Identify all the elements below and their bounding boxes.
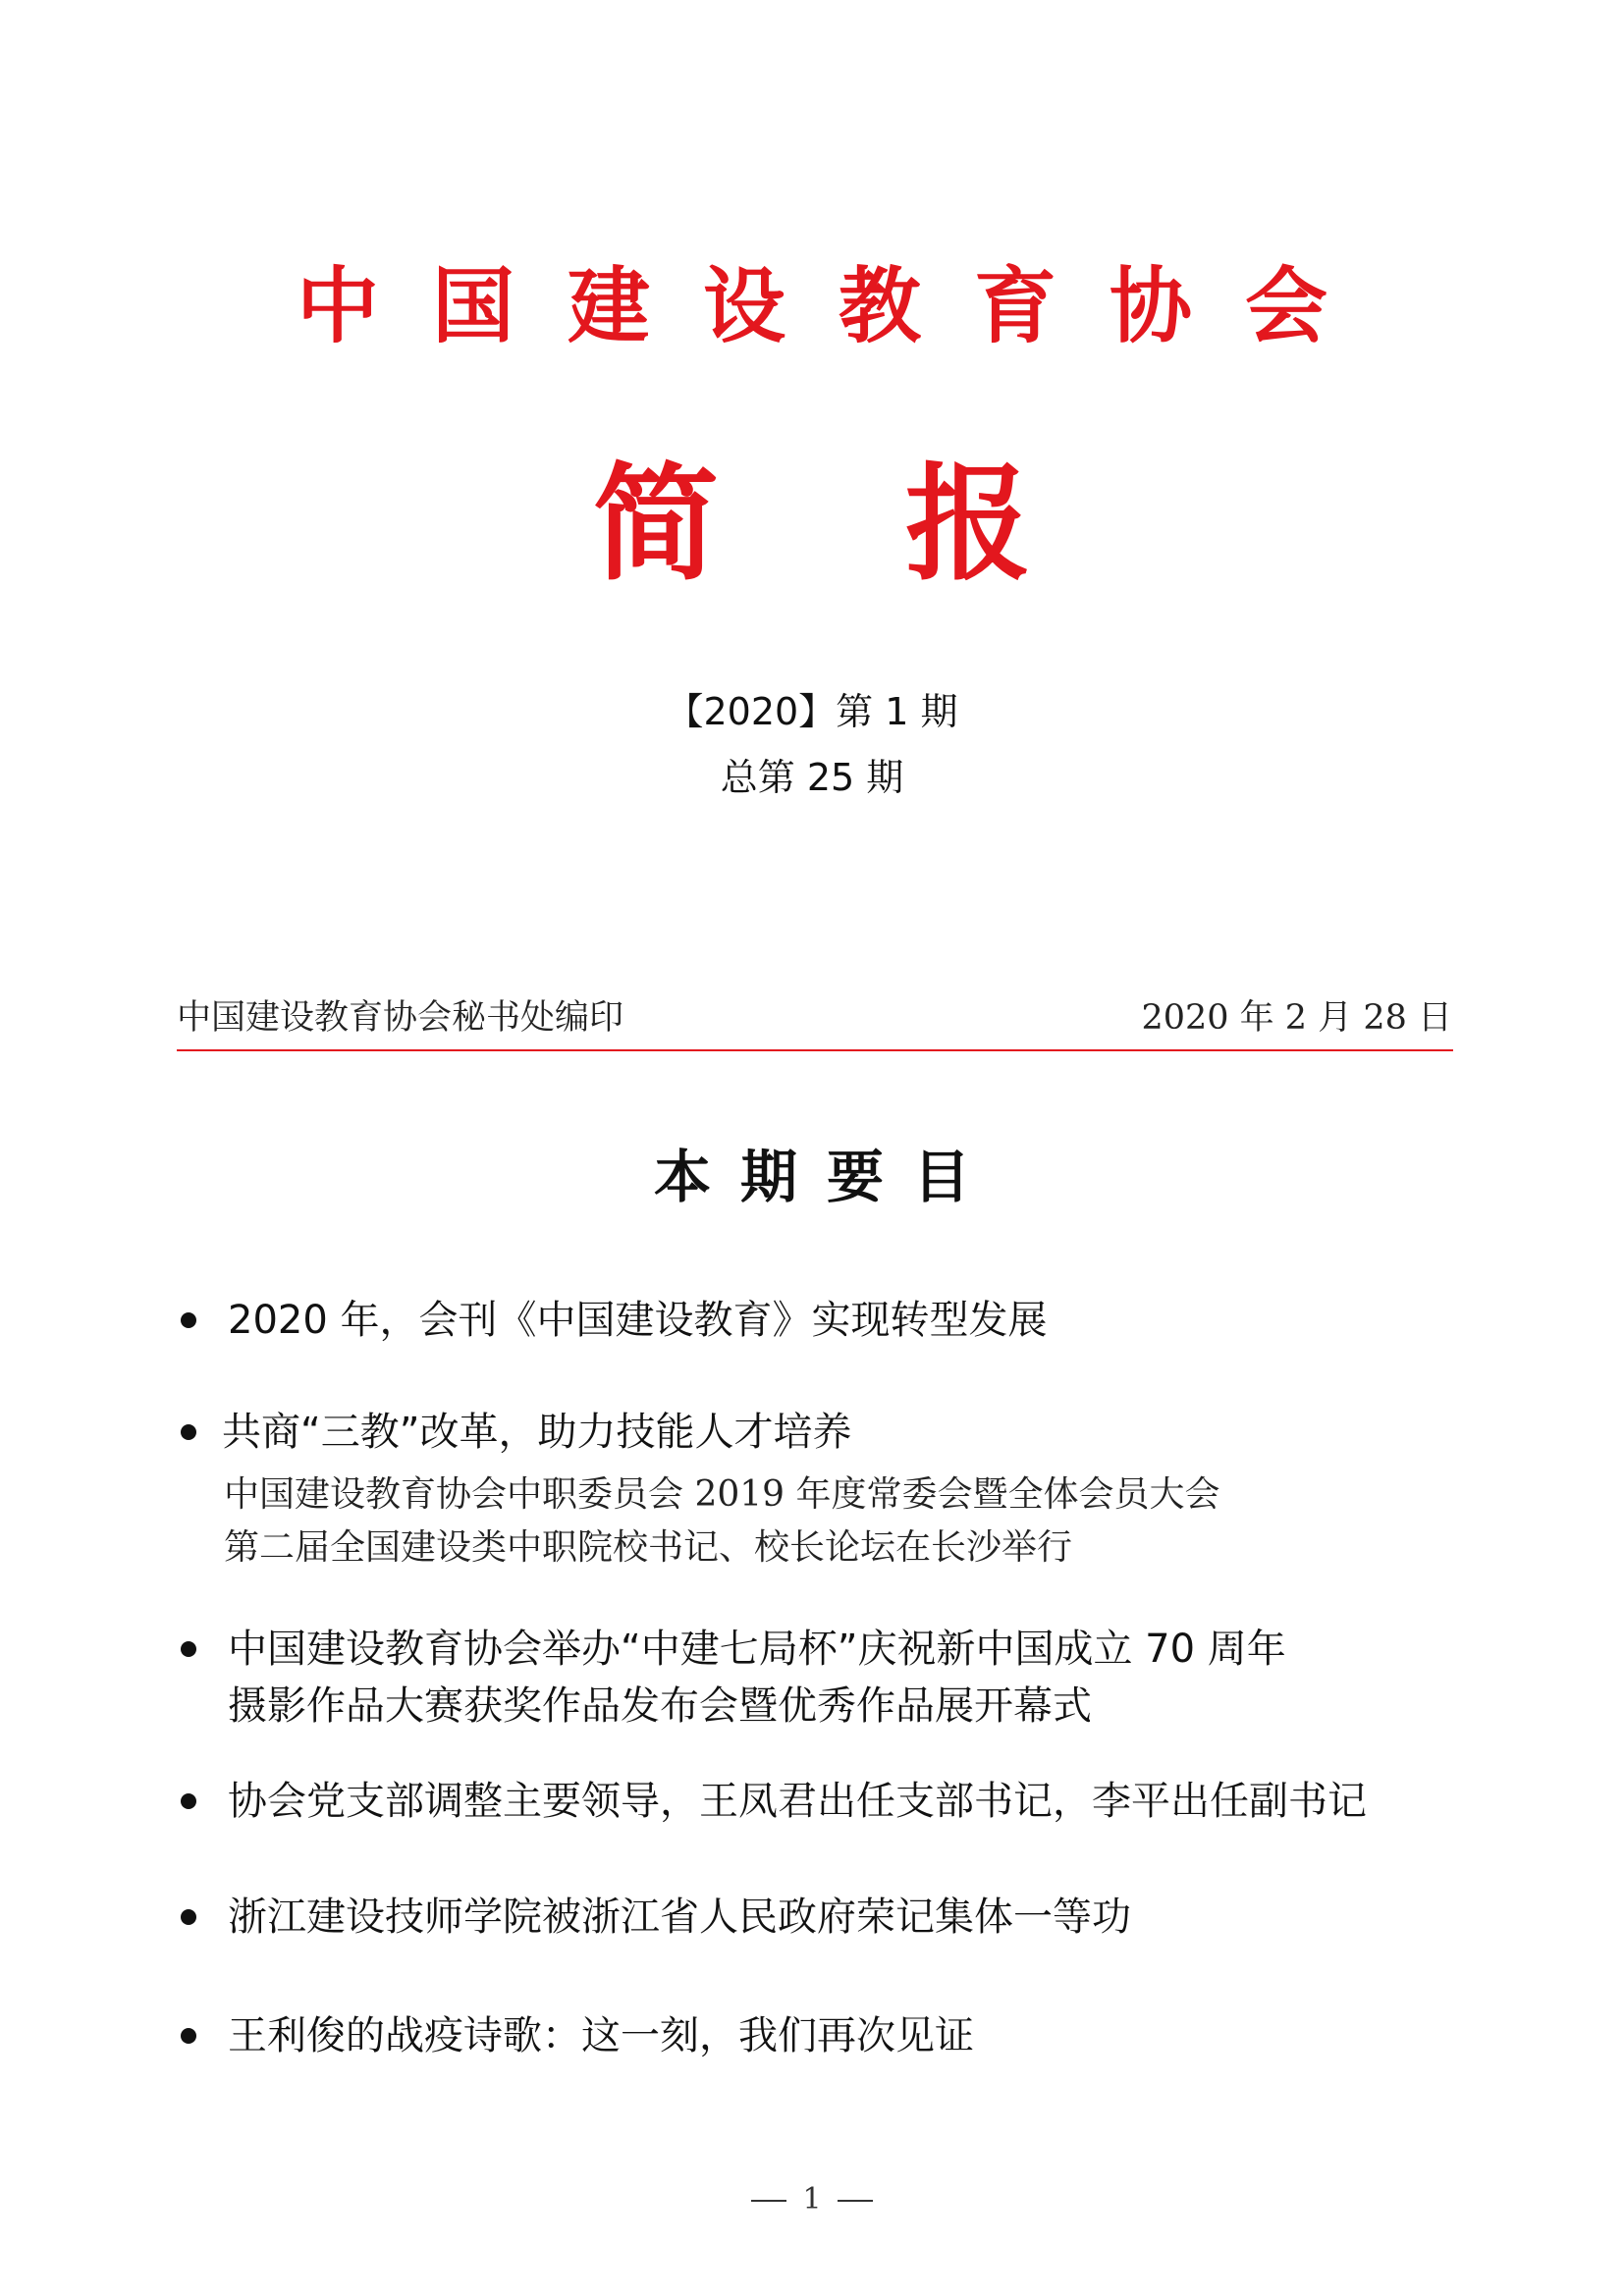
publisher: 中国建设教育协会秘书处编印 — [177, 998, 624, 1038]
toc-item[interactable] — [177, 1891, 1473, 1944]
red-divider — [177, 1049, 1453, 1051]
bullet-icon — [181, 2028, 196, 2044]
toc-item-title: 王利俊的战疫诗歌：这一刻，我们再次见证 — [228, 2013, 974, 2058]
toc-item[interactable] — [177, 1294, 1473, 1347]
toc-item[interactable] — [177, 2009, 1473, 2062]
toc-item-title: 浙江建设技师学院被浙江省人民政府荣记集体一等功 — [228, 1895, 1131, 1940]
organization-title: 中国建设教育协会 — [296, 257, 1380, 354]
dash-right — [838, 2200, 873, 2202]
toc-item-subtitle: 中国建设教育协会中职委员会 2019 年度常委会暨全体会员大会 — [224, 1474, 1220, 1515]
toc-item-title-continued: 摄影作品大赛获奖作品发布会暨优秀作品展开幕式 — [228, 1683, 1092, 1729]
toc-heading: 本期要目 — [653, 1144, 1000, 1210]
toc-item[interactable] — [177, 1775, 1473, 1828]
toc-item-title: 中国建设教育协会举办“中建七局杯”庆祝新中国成立 70 周年 — [228, 1627, 1286, 1672]
bullet-icon — [181, 1312, 196, 1328]
bullet-icon — [181, 1793, 196, 1809]
toc-item[interactable] — [177, 1623, 1473, 1733]
page-number: 1 — [802, 2182, 822, 2216]
toc-item-title: 共商“三教”改革，助力技能人才培养 — [222, 1410, 852, 1455]
dash-left — [751, 2200, 786, 2202]
toc-item-subtitle: 第二届全国建设类中职院校书记、校长论坛在长沙举行 — [224, 1527, 1073, 1568]
toc-item-title: 2020 年，会刊《中国建设教育》实现转型发展 — [228, 1298, 1048, 1343]
page-footer — [0, 2182, 1624, 2216]
publication-date: 2020 年 2 月 28 日 — [1141, 998, 1452, 1038]
bullet-icon — [181, 1909, 196, 1925]
toc-item-title: 协会党支部调整主要领导，王凤君出任支部书记，李平出任副书记 — [228, 1779, 1367, 1824]
total-issue-number: 总第 25 期 — [720, 756, 904, 799]
bullet-icon — [181, 1641, 196, 1657]
toc-item[interactable] — [177, 1406, 1473, 1576]
bulletin-title: 简报 — [593, 451, 1218, 598]
issue-number: 【2020】第 1 期 — [666, 690, 958, 733]
bullet-icon — [181, 1424, 196, 1440]
